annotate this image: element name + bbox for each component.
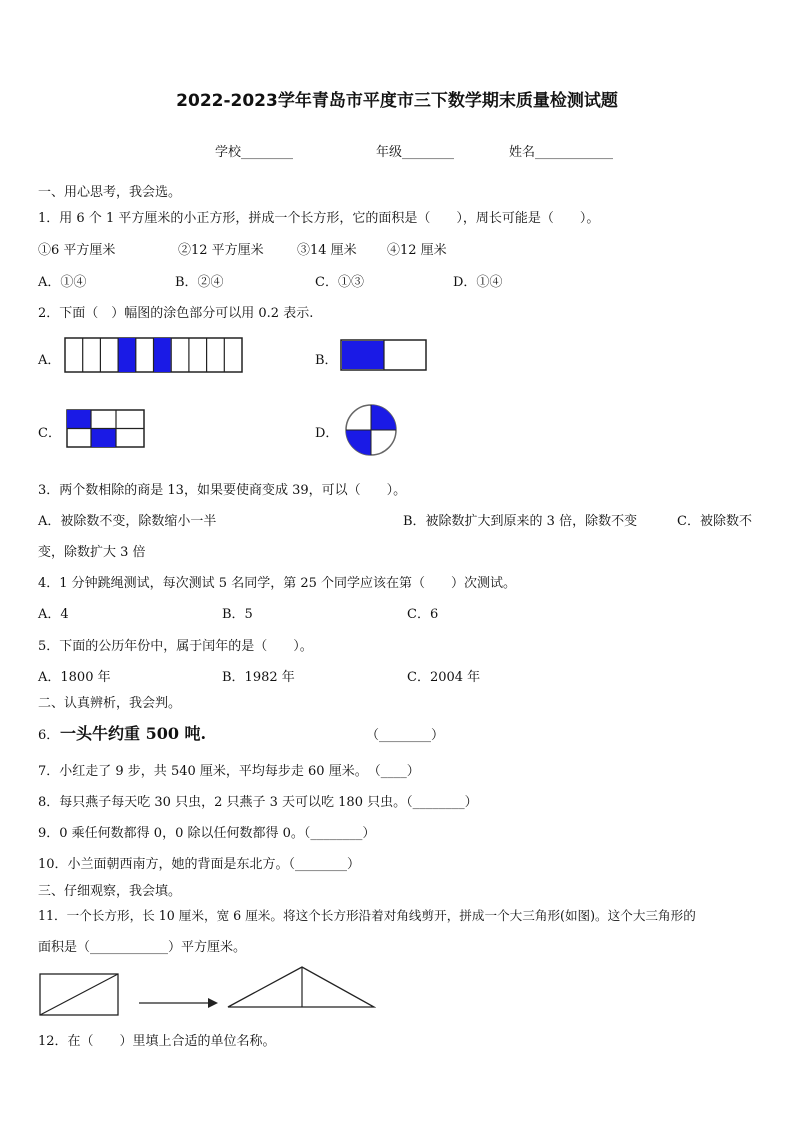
q10-item: 10．小兰面朝西南方，她的背面是东北方。（________）	[38, 857, 361, 872]
q4-option-b[interactable]: B．5	[222, 607, 253, 622]
q11-triangle-figure	[226, 965, 376, 1009]
q4-option-c[interactable]: C．6	[407, 607, 439, 622]
q1-option-b[interactable]: B．②④	[175, 275, 224, 290]
q3-stem: 3．两个数相除的商是 13，如果要使商变成 39，可以（ ）。	[38, 483, 407, 498]
q2-figure-a	[64, 337, 244, 373]
school-field[interactable]: 学校________	[215, 145, 294, 160]
q1-stem: 1．用 6 个 1 平方厘米的小正方形，拼成一个长方形，它的面积是（ ），周长可能是（ ）。	[38, 211, 600, 226]
q2-figure-c	[66, 409, 146, 449]
name-field[interactable]: 姓名____________	[509, 145, 614, 160]
q2-option-a[interactable]: A．	[38, 353, 61, 368]
page-title: 2022-2023学年青岛市平度市三下数学期末质量检测试题	[176, 91, 618, 111]
q1-option-d[interactable]: D．①④	[453, 275, 503, 290]
q2-figure-d	[344, 402, 398, 458]
q2-figure-b	[340, 339, 428, 371]
q1-condition-2: ②12 平方厘米	[178, 243, 264, 258]
q6-stem: 一头牛约重 500 吨.	[60, 724, 207, 743]
arrow-right-icon	[138, 996, 220, 1010]
q3-option-a[interactable]: A．被除数不变，除数缩小一半	[38, 514, 217, 529]
q3-option-c[interactable]: C．被除数不	[677, 514, 752, 529]
q5-option-a[interactable]: A．1800 年	[38, 670, 111, 685]
q5-option-c[interactable]: C．2004 年	[407, 670, 481, 685]
section-2-heading: 二、认真辨析，我会判。	[38, 696, 182, 711]
q9-item: 9．0 乘任何数都得 0，0 除以任何数都得 0。（________）	[38, 826, 376, 841]
q5-option-b[interactable]: B．1982 年	[222, 670, 295, 685]
q2-option-d[interactable]: D．	[315, 426, 339, 441]
q2-stem: 2．下面（ ）幅图的涂色部分可以用 0.2 表示.	[38, 306, 314, 321]
q4-option-a[interactable]: A．4	[38, 607, 69, 622]
q2-option-c[interactable]: C．	[38, 426, 61, 441]
q4-stem: 4．1 分钟跳绳测试，每次测试 5 名同学，第 25 个同学应该在第（ ）次测试。	[38, 576, 517, 591]
q11-stem-line2: 面积是（____________）平方厘米。	[38, 940, 247, 955]
q12-stem: 12．在（ ）里填上合适的单位名称。	[38, 1034, 276, 1049]
q3-option-c-cont: 变，除数扩大 3 倍	[38, 545, 146, 560]
q1-condition-4: ④12 厘米	[387, 243, 447, 258]
q1-option-a[interactable]: A．①④	[38, 275, 87, 290]
q5-stem: 5．下面的公历年份中，属于闰年的是（ ）。	[38, 639, 313, 654]
q6-number: 6．	[38, 728, 60, 743]
q2-option-b[interactable]: B．	[315, 353, 338, 368]
q6-answer-blank[interactable]: （________）	[366, 728, 445, 743]
grade-field[interactable]: 年级________	[376, 145, 455, 160]
q1-condition-3: ③14 厘米	[297, 243, 357, 258]
q11-rectangle-figure	[39, 973, 121, 1017]
section-3-heading: 三、仔细观察，我会填。	[38, 884, 182, 899]
section-1-heading: 一、用心思考，我会选。	[38, 185, 182, 200]
q11-stem-line1: 11．一个长方形，长 10 厘米，宽 6 厘米。将这个长方形沿着对角线剪开，拼成一个大三角形(如图)。这个大三角形的	[38, 908, 696, 923]
q1-condition-1: ①6 平方厘米	[38, 243, 116, 258]
q7-item: 7．小红走了 9 步，共 540 厘米，平均每步走 60 厘米。 （____）	[38, 764, 420, 779]
q1-option-c[interactable]: C．①③	[315, 275, 364, 290]
q8-item: 8．每只燕子每天吃 30 只虫，2 只燕子 3 天可以吃 180 只虫。（________）	[38, 795, 478, 810]
q3-option-b[interactable]: B．被除数扩大到原来的 3 倍，除数不变	[403, 514, 638, 529]
